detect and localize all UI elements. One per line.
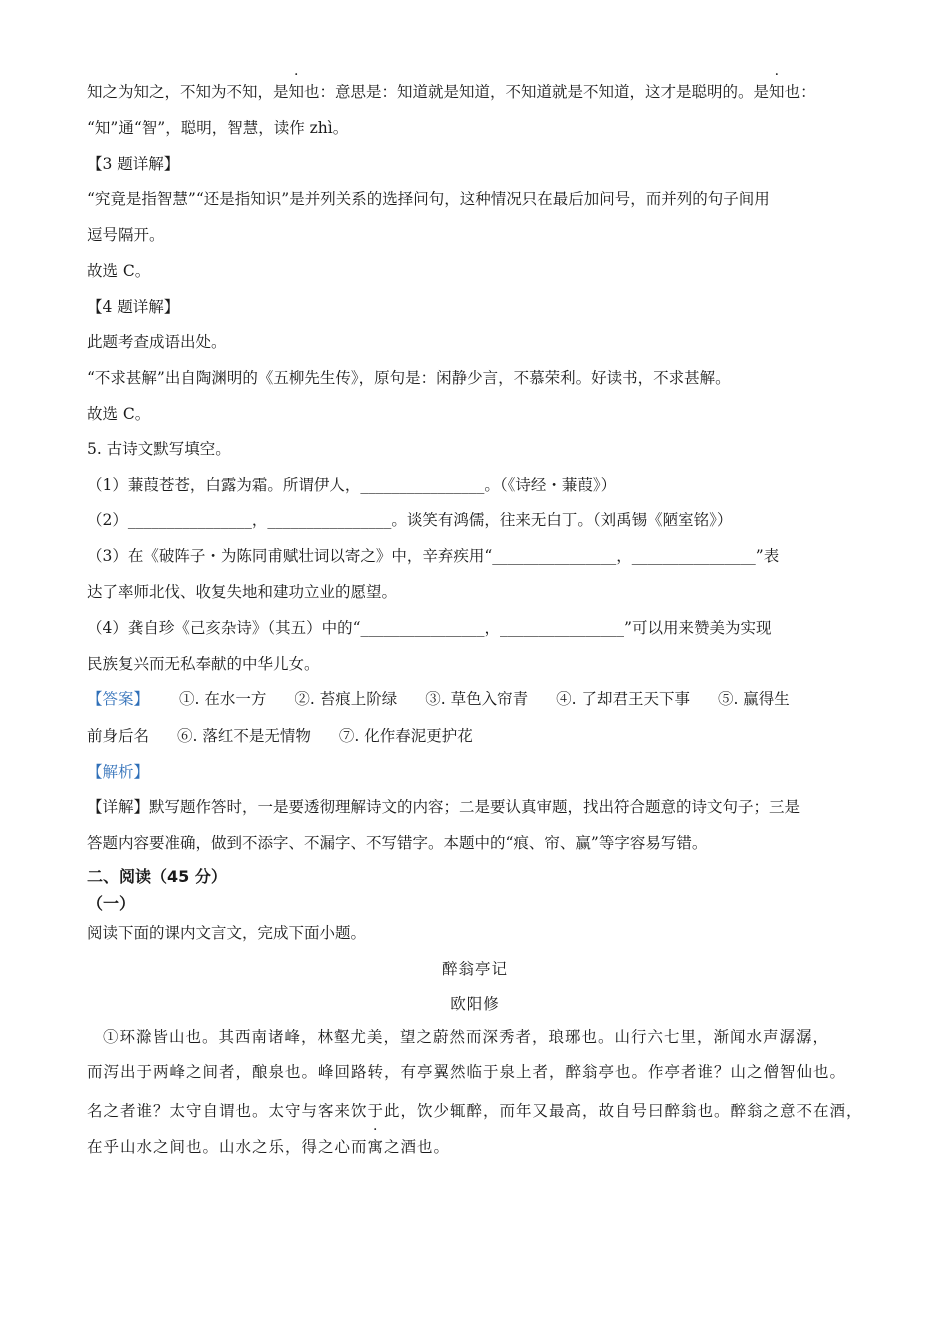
analysis-label: 【解析】 — [87, 763, 150, 781]
q4-detail-header: 【4 题详解】 — [87, 298, 180, 316]
answer-item: ③. 草色入帘青 — [425, 690, 529, 708]
section-heading: 二、阅读（45 分） — [87, 867, 227, 886]
answer-item: ④. 了却君王天下事 — [556, 690, 690, 708]
passage-text: 而泻出于两峰之间者，酿泉也。峰回路转，有亭翼然临于泉上者，醉翁亭也。作亭者谁？山之僧智仙也。 — [87, 1063, 847, 1081]
emphasis-dot-char: 知 — [288, 83, 305, 101]
q5-sub-question: 民族复兴而无私奉献的中华儿女。 — [87, 655, 320, 673]
answer-item: ①. 在水一方 — [179, 690, 267, 708]
q5-sub-question: （2）________________，________________。谈笑有鸿儒，往来无白丁。（刘禹锡《陋室铭》） — [87, 511, 733, 529]
q5-answer-line — [87, 688, 877, 710]
passage-text: ①环滁皆山也。其西南诸峰，林壑尤美，望之蔚然而深秀者，琅琊也。山行六七里，渐闻水声潺潺， — [103, 1028, 830, 1046]
passage-author: 欧阳修 — [450, 995, 500, 1013]
q5-detail-text: 【详解】默写题作答时，一是要透彻理解诗文的内容；二是要认真审题，找出符合题意的诗文句子；三是 — [87, 798, 801, 816]
passage-text: 名之者谁？太守自谓也。太守与客来饮于此，饮少辄醉，而年又最高，故自号曰醉翁也。醉翁之意不在酒， — [87, 1102, 863, 1120]
passage-title: 醉翁亭记 — [441, 960, 508, 978]
q5-sub-question: （1）蒹葭苍苍，白露为霜。所谓伊人，________________。（《诗经・蒹葭》） — [87, 476, 617, 494]
answer-item: ⑤. 赢得生 — [717, 690, 790, 708]
q3-detail-text: 逗号隔开。 — [87, 226, 165, 244]
q5-sub-question: 达了率师北伐、收复失地和建功立业的愿望。 — [87, 583, 398, 601]
answer-item: 前身后名 — [87, 727, 150, 745]
q5-answer-line — [87, 725, 877, 747]
answer-item: ⑥. 落红不是无情物 — [177, 727, 311, 745]
answer-item: ⑦. 化作春泥更护花 — [338, 727, 473, 745]
answer-item: ②. 苔痕上阶绿 — [294, 690, 398, 708]
q5-title: 5. 古诗文默写填空。 — [87, 440, 231, 458]
answer-explanation-line: “知”通“智”，聪明，智慧，读作 zhì。 — [87, 119, 349, 137]
q3-detail-header: 【3 题详解】 — [87, 155, 180, 173]
subsection-heading: （一） — [87, 894, 136, 913]
emphasis-dot-char: 寓 — [367, 1138, 385, 1156]
q5-detail-text: 答题内容要准确，做到不添字、不漏字、不写错字。本题中的“痕、帘、赢”等字容易写错。 — [87, 834, 708, 852]
q4-detail-text: 此题考查成语出处。 — [87, 333, 227, 351]
q5-sub-question: （3）在《破阵子・为陈同甫赋壮词以寄之》中，辛弃疾用“________________，________________”表 — [87, 547, 780, 565]
reading-instruction: 阅读下面的课内文言文，完成下面小题。 — [87, 924, 367, 942]
q3-answer: 故选 C。 — [87, 262, 151, 280]
q4-answer: 故选 C。 — [87, 405, 151, 423]
q5-sub-question: （4）龚自珍《己亥杂诗》（其五）中的“________________，________________”可以用来赞美为实现 — [87, 619, 772, 637]
q3-detail-text: “究竟是指智慧”“还是指知识”是并列关系的选择问句，这种情况只在最后加问号，而并列的句子间用 — [87, 190, 770, 208]
passage-text: 在乎山水之间也。山水之乐，得之心而寓之酒也。 — [87, 1138, 451, 1156]
q4-detail-text: “不求甚解”出自陶渊明的《五柳先生传》，原句是：闲静少言，不慕荣利。好读书，不求甚解。 — [87, 369, 731, 387]
answer-label: 【答案】 — [87, 690, 150, 708]
emphasis-dot-char: 知 — [769, 83, 785, 101]
answer-explanation-line: 知之为知之，不知为不知，是知也：意思是：知道就是知道，不知道就是不知道，这才是聪明的。是知也： — [87, 83, 816, 101]
